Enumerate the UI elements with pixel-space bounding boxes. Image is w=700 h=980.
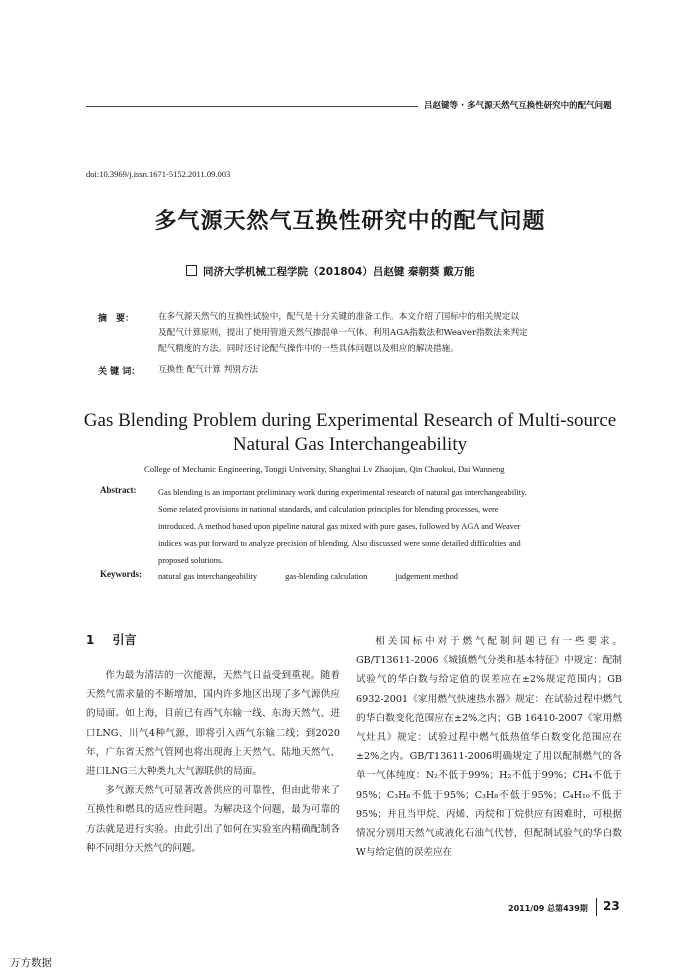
header-rule <box>86 106 418 107</box>
section-number: 1 <box>86 633 95 647</box>
doi: doi:10.3969/j.issn.1671-5152.2011.09.003 <box>86 169 231 179</box>
abstract-en-body <box>158 484 608 569</box>
title-en-line: Natural Gas Interchangeability <box>232 434 468 455</box>
abstract-zh-body <box>158 309 628 357</box>
abstract-zh-line: 配气精度的方法。同时还讨论配气操作中的一些具体问题以及相应的解决措施。 <box>158 344 459 354</box>
paragraph: 作为最为清洁的一次能源，天然气日益受到重视。随着天然气需求量的不断增加，国内许多地区出现了多气源供应的局面。如上海，目前已有西气东输一线、东海天然气、进口LNG、川气4种气源，即将引入西气东输二线；到2020年，广东省天然气管网也将出现海上天然气、陆地天然气、进口LNG三大种类九大气源联供的局面。 <box>86 670 340 778</box>
abstract-zh-label: 摘 要： <box>98 314 135 324</box>
page-number: 23 <box>603 899 620 913</box>
page-title-zh: 多气源天然气互换性研究中的配气问题 <box>154 208 546 234</box>
running-title: 吕赵键等 · 多气源天然气互换性研究中的配气问题 <box>424 101 612 111</box>
keyword-en: natural gas interchangeability <box>158 572 258 581</box>
keyword-en: gas-blending calculation <box>285 572 368 581</box>
section-heading <box>86 631 137 648</box>
keywords-zh-text: 互换性 配气计算 判别方法 <box>158 365 258 375</box>
paragraph: 相关国标中对于燃气配制问题已有一些要求。GB/T13611-2006《城镇燃气分类和基本特征》中规定：配制试验气的华白数与给定值的误差应在±2%规定范围内；GB 6932-2001《家用燃气快速热水器》规定：在试验过程中燃气的华白数变化范围应在±2%之内；GB 16410-2007《家用燃气灶具》规定：试验过程中燃气低热值华白数变化范围应在±2%之内。GB/T13611-2006明确规定了用以配制燃气的各单一气体纯度：N₂不低于99%；H₂不低于99%；CH₄不低于95%；C₃H₆不低于95%；C₃H₈不低于95%；C₄H₁₀不低于95%；并且当甲烷、丙烯、丙烷和丁烷供应有困难时，可根据情况分别用天然气或液化石油气代替，但配制试验气的华白数W与给定值的误差应在 <box>356 636 622 859</box>
authors-zh-text: 同济大学机械工程学院（201804）吕赵键 秦朝葵 戴万能 <box>203 266 475 278</box>
abstract-en-line: proposed solutions. <box>158 556 224 565</box>
footer-divider <box>596 898 597 916</box>
abstract-en-line: introduced. A method based upon pipeline natural gas mixed with pure gases, followed by AGA and Weaver <box>158 522 521 531</box>
watermark: 万方数据 <box>10 957 52 969</box>
abstract-zh-line: 在多气源天然气的互换性试验中，配气是十分关键的准备工作。本文介绍了国标中的相关规定以 <box>158 312 519 322</box>
square-box-icon <box>186 265 197 276</box>
left-column <box>86 666 340 858</box>
abstract-en-line: indices was put forward to analyze precision of blending. Also discussed were some detailed difficulties and <box>158 539 521 548</box>
right-column <box>356 632 622 862</box>
keyword-en: judgement method <box>395 572 458 581</box>
abstract-en-line: Some related provisions in national standards, and calculation principles for blending processes, were <box>158 505 499 514</box>
authors-zh <box>186 264 475 279</box>
paragraph: 多气源天然气可显著改善供应的可靠性，但由此带来了互换性和燃具的适应性问题。为解决这个问题，最为可靠的方法就是进行实验。由此引出了如何在实验室内精确配制各种不同组分天然气的问题。 <box>86 785 340 854</box>
keywords-zh-label: 关 键 词： <box>98 367 141 377</box>
section-title: 引言 <box>112 633 137 647</box>
abstract-en-line: Gas blending is an important preliminary work during experimental research of natural gas interchangeability. <box>158 488 527 497</box>
title-en-line: Gas Blending Problem during Experimental Research of Multi-source <box>83 410 617 431</box>
issue-info: 2011/09 总第439期 <box>508 904 588 913</box>
abstract-zh-line: 及配气计算原则，提出了使用管道天然气掺混单一气体、利用AGA指数法和Weaver指数法来判定 <box>158 328 528 338</box>
keywords-en-list <box>158 568 608 585</box>
affiliation-en: College of Mechanic Engineering, Tongji University, Shanghai Lv Zhaojian, Qin Chaokui, Dai Wanneng <box>144 464 505 474</box>
keywords-en-label: Keywords: <box>100 569 142 579</box>
abstract-en-label: Abstract: <box>100 485 137 495</box>
page-title-en <box>40 409 660 457</box>
